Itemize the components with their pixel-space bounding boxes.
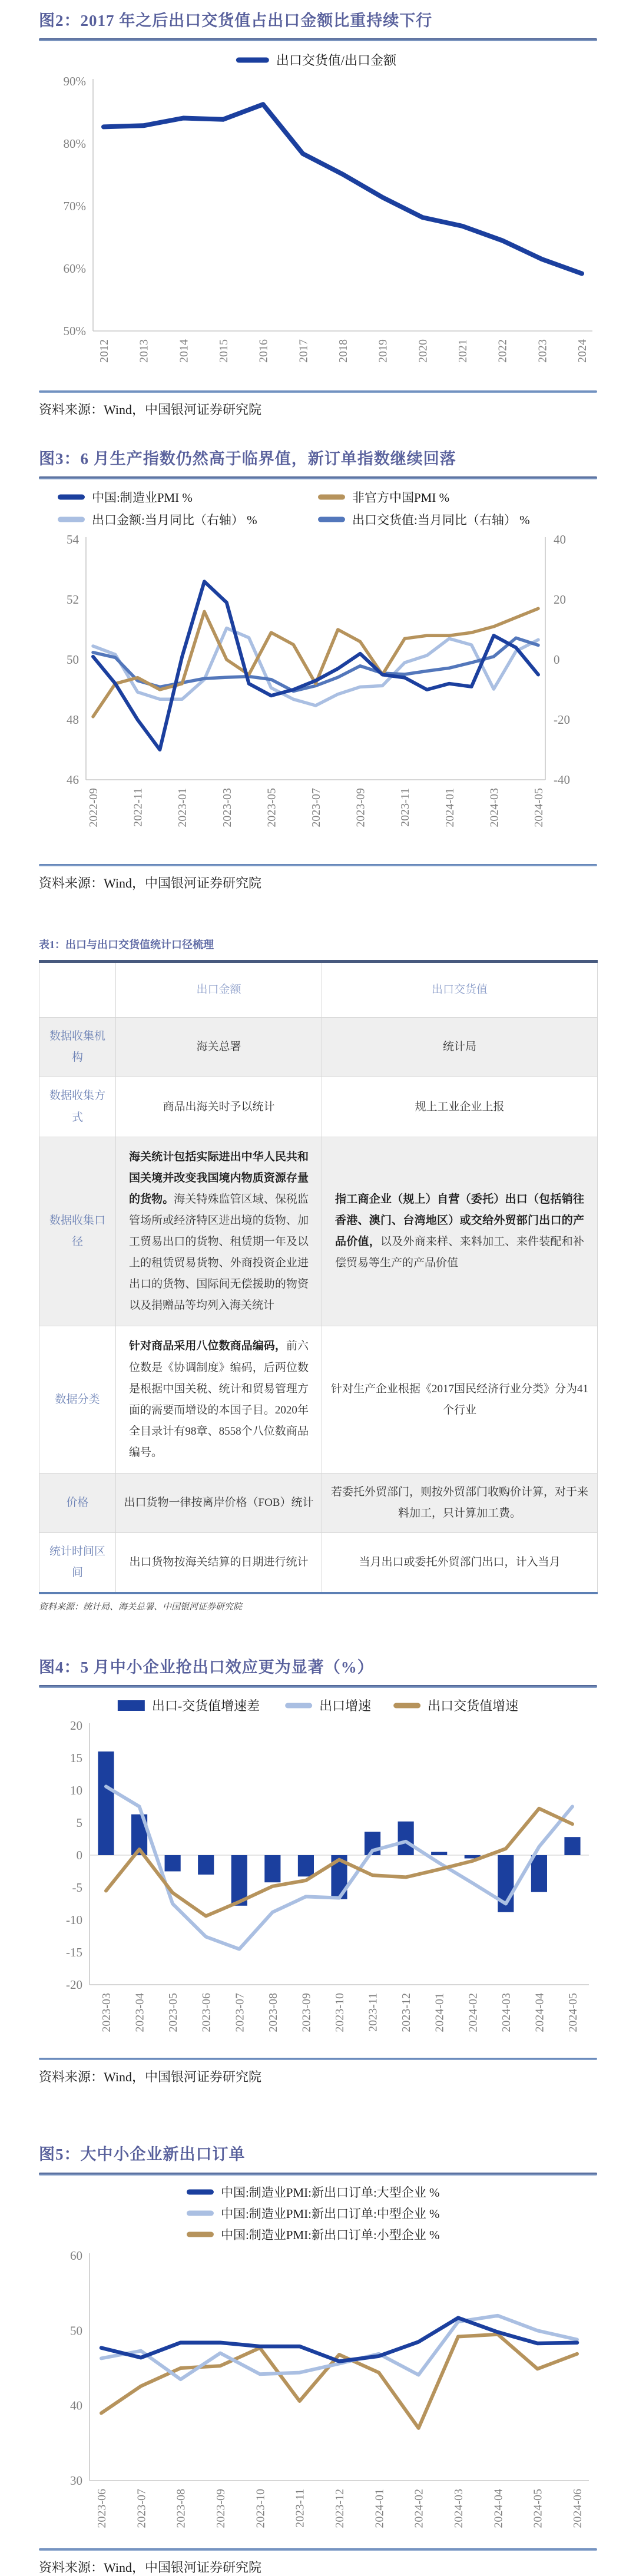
svg-text:2024-05: 2024-05 bbox=[532, 788, 545, 827]
svg-text:60%: 60% bbox=[63, 261, 86, 276]
svg-text:0: 0 bbox=[554, 653, 560, 667]
table-row bbox=[39, 1018, 598, 1077]
cell: 商品出海关时予以统计 bbox=[116, 1077, 322, 1137]
svg-text:2024-05: 2024-05 bbox=[531, 2488, 545, 2528]
svg-text:2024-04: 2024-04 bbox=[492, 2488, 505, 2528]
svg-text:2023-05: 2023-05 bbox=[265, 788, 279, 827]
svg-text:2023-11: 2023-11 bbox=[293, 2488, 307, 2528]
row-label: 数据分类 bbox=[39, 1326, 116, 1474]
fig2-chart bbox=[24, 45, 612, 389]
svg-text:中国:制造业PMI:新出口订单:中型企业 %: 中国:制造业PMI:新出口订单:中型企业 % bbox=[220, 2206, 440, 2221]
svg-text:2023: 2023 bbox=[536, 339, 549, 363]
svg-text:2023-05: 2023-05 bbox=[167, 1993, 180, 2033]
svg-text:-5: -5 bbox=[72, 1880, 82, 1895]
svg-text:中国:制造业PMI:新出口订单:大型企业 %: 中国:制造业PMI:新出口订单:大型企业 % bbox=[220, 2185, 440, 2200]
divider-rule bbox=[39, 476, 597, 479]
divider-rule bbox=[39, 2058, 597, 2060]
svg-text:2024-01: 2024-01 bbox=[373, 2488, 386, 2528]
svg-text:2023-10: 2023-10 bbox=[333, 1993, 346, 2033]
table-row bbox=[39, 1077, 598, 1137]
fig2-title: 图2：2017 年之后出口交货值占出口金额比重持续下行 bbox=[39, 12, 433, 29]
svg-text:2024-03: 2024-03 bbox=[488, 788, 501, 827]
fig3-chart bbox=[24, 483, 612, 863]
svg-text:50: 50 bbox=[70, 2323, 82, 2337]
svg-text:2024-01: 2024-01 bbox=[433, 1993, 446, 2033]
svg-text:2024-04: 2024-04 bbox=[533, 1993, 546, 2033]
header-cell-export-amount: 出口金额 bbox=[116, 962, 322, 1018]
cell: 规上工业企业上报 bbox=[322, 1077, 598, 1137]
cell: 出口货物一律按离岸价格（FOB）统计 bbox=[116, 1473, 322, 1532]
svg-text:2024-01: 2024-01 bbox=[443, 788, 456, 827]
svg-text:2023-09: 2023-09 bbox=[354, 788, 367, 827]
table-row bbox=[39, 1473, 598, 1532]
fig4-title: 图4：5 月中小企业抢出口效应更为显著（%） bbox=[39, 1658, 374, 1677]
fig3-source: 资料来源：Wind，中国银河证券研究院 bbox=[39, 876, 261, 891]
svg-text:2022-11: 2022-11 bbox=[131, 788, 145, 827]
svg-text:46: 46 bbox=[67, 773, 79, 787]
svg-text:30: 30 bbox=[70, 2473, 82, 2488]
cell: 海关总署 bbox=[116, 1018, 322, 1077]
divider-rule bbox=[39, 38, 597, 41]
svg-text:2015: 2015 bbox=[217, 339, 230, 363]
svg-text:-20: -20 bbox=[66, 1978, 82, 1992]
svg-text:2023-07: 2023-07 bbox=[233, 1993, 247, 2033]
svg-text:出口交货值/出口金额: 出口交货值/出口金额 bbox=[276, 53, 396, 68]
svg-text:2024-05: 2024-05 bbox=[567, 1993, 579, 2033]
table-row bbox=[39, 1137, 598, 1326]
fig5-chart bbox=[24, 2179, 612, 2547]
svg-text:2023-07: 2023-07 bbox=[135, 2488, 148, 2528]
cell: 针对生产企业根据《2017国民经济行业分类》分为41个行业 bbox=[322, 1326, 598, 1474]
row-label: 统计时间区间 bbox=[39, 1533, 116, 1594]
fig2-source: 资料来源：Wind，中国银河证券研究院 bbox=[39, 402, 261, 418]
svg-text:2012: 2012 bbox=[98, 339, 111, 363]
svg-text:10: 10 bbox=[70, 1783, 82, 1798]
svg-text:2021: 2021 bbox=[456, 339, 469, 363]
cell: 统计局 bbox=[322, 1018, 598, 1077]
svg-text:2023-12: 2023-12 bbox=[400, 1993, 413, 2033]
svg-text:50%: 50% bbox=[63, 324, 86, 339]
svg-text:2024-02: 2024-02 bbox=[466, 1993, 480, 2033]
svg-text:80%: 80% bbox=[63, 137, 86, 151]
svg-text:2023-08: 2023-08 bbox=[174, 2488, 188, 2528]
svg-text:2013: 2013 bbox=[137, 339, 151, 363]
row-label: 数据收集口径 bbox=[39, 1137, 116, 1326]
figure-2 bbox=[0, 11, 636, 418]
svg-text:出口增速: 出口增速 bbox=[319, 1698, 372, 1714]
table1-title: 表1：出口与出口交货值统计口径梳理 bbox=[39, 939, 214, 951]
svg-text:40: 40 bbox=[70, 2398, 82, 2413]
svg-text:2024-03: 2024-03 bbox=[452, 2488, 465, 2528]
header-cell-empty bbox=[39, 962, 116, 1018]
row-label: 数据收集方式 bbox=[39, 1077, 116, 1137]
svg-text:15: 15 bbox=[70, 1751, 82, 1766]
svg-text:出口交货值增速: 出口交货值增速 bbox=[428, 1698, 519, 1714]
table-row bbox=[39, 1533, 598, 1594]
svg-text:出口-交货值增速差: 出口-交货值增速差 bbox=[151, 1698, 260, 1714]
svg-text:5: 5 bbox=[76, 1816, 82, 1830]
fig5-title: 图5：大中小企业新出口订单 bbox=[39, 2145, 246, 2164]
divider-rule bbox=[39, 1685, 597, 1688]
cell: 当月出口或委托外贸部门出口，计入当月 bbox=[322, 1533, 598, 1594]
table-header-row bbox=[39, 962, 598, 1018]
divider-rule bbox=[39, 2548, 597, 2551]
fig5-source: 资料来源：Wind，中国银河证券研究院 bbox=[39, 2560, 261, 2575]
svg-text:中国:制造业PMI:新出口订单:小型企业 %: 中国:制造业PMI:新出口订单:小型企业 % bbox=[220, 2227, 440, 2242]
table-row bbox=[39, 1326, 598, 1474]
table1 bbox=[39, 960, 598, 1594]
svg-text:-15: -15 bbox=[66, 1945, 82, 1960]
svg-text:40: 40 bbox=[554, 532, 566, 547]
svg-text:70%: 70% bbox=[63, 199, 86, 214]
header-cell-export-delivery: 出口交货值 bbox=[322, 962, 598, 1018]
svg-text:出口交货值:当月同比（右轴） %: 出口交货值:当月同比（右轴） % bbox=[352, 513, 530, 528]
svg-text:2014: 2014 bbox=[177, 339, 191, 363]
svg-text:2023-11: 2023-11 bbox=[366, 1993, 380, 2032]
divider-rule bbox=[39, 864, 597, 866]
fig3-title: 图3：6 月生产指数仍然高于临界值，新订单指数继续回落 bbox=[39, 450, 456, 468]
table-1-section bbox=[0, 936, 636, 1613]
svg-text:2023-10: 2023-10 bbox=[254, 2488, 267, 2528]
svg-text:20: 20 bbox=[70, 1719, 82, 1733]
svg-text:2019: 2019 bbox=[376, 339, 390, 363]
svg-text:2017: 2017 bbox=[297, 339, 310, 363]
svg-text:2023-12: 2023-12 bbox=[333, 2488, 346, 2528]
svg-text:2024: 2024 bbox=[576, 339, 589, 363]
svg-text:2023-01: 2023-01 bbox=[176, 788, 190, 827]
svg-text:-40: -40 bbox=[554, 773, 570, 787]
svg-text:2020: 2020 bbox=[416, 339, 430, 363]
svg-text:2024-02: 2024-02 bbox=[412, 2488, 426, 2528]
svg-text:60: 60 bbox=[70, 2248, 82, 2263]
svg-text:2023-09: 2023-09 bbox=[300, 1993, 313, 2033]
svg-text:2023-06: 2023-06 bbox=[95, 2488, 108, 2528]
svg-text:48: 48 bbox=[67, 713, 79, 727]
svg-text:-20: -20 bbox=[554, 713, 570, 727]
figure-5 bbox=[0, 2144, 636, 2575]
svg-text:2024-06: 2024-06 bbox=[571, 2488, 584, 2528]
svg-text:2023-11: 2023-11 bbox=[399, 788, 412, 827]
divider-rule bbox=[39, 2173, 597, 2176]
svg-text:2018: 2018 bbox=[337, 339, 350, 363]
divider-rule bbox=[39, 390, 597, 393]
svg-text:中国:制造业PMI %: 中国:制造业PMI % bbox=[92, 491, 193, 505]
svg-text:54: 54 bbox=[67, 532, 79, 547]
svg-text:90%: 90% bbox=[63, 74, 86, 89]
svg-text:52: 52 bbox=[67, 592, 79, 607]
cell: 针对商品采用八位数商品编码，前六位数是《协调制度》编码，后两位数是根据中国关税、统计和贸易管理方面的需要而增设的本国子目。2020年全目录计有98章、8558个八位数商品编号。 bbox=[116, 1326, 322, 1474]
svg-text:50: 50 bbox=[67, 653, 79, 667]
svg-text:2022-09: 2022-09 bbox=[87, 788, 100, 827]
svg-text:2022: 2022 bbox=[496, 339, 509, 363]
svg-text:非官方中国PMI %: 非官方中国PMI % bbox=[352, 491, 450, 505]
svg-text:2023-07: 2023-07 bbox=[310, 788, 323, 827]
cell: 出口货物按海关结算的日期进行统计 bbox=[116, 1533, 322, 1594]
figure-3 bbox=[0, 449, 636, 892]
table1-source: 资料来源：统计局、海关总署、中国银河证券研究院 bbox=[39, 1602, 243, 1613]
svg-text:2024-03: 2024-03 bbox=[499, 1993, 513, 2033]
svg-text:2016: 2016 bbox=[257, 339, 270, 363]
svg-text:出口金额:当月同比（右轴） %: 出口金额:当月同比（右轴） % bbox=[92, 513, 257, 528]
fig4-chart bbox=[24, 1691, 612, 2057]
svg-text:2023-03: 2023-03 bbox=[220, 788, 234, 827]
fig4-source: 资料来源：Wind，中国银河证券研究院 bbox=[39, 2070, 261, 2085]
figure-4 bbox=[0, 1657, 636, 2085]
svg-text:20: 20 bbox=[554, 592, 566, 607]
cell: 指工商企业（规上）自营（委托）出口（包括销往香港、澳门、台湾地区）或交给外贸部门出口的产品价值，以及外商来样、来料加工、来件装配和补偿贸易等生产的产品价值 bbox=[322, 1137, 598, 1326]
svg-text:2023-04: 2023-04 bbox=[133, 1993, 147, 2033]
cell: 海关统计包括实际进出中华人民共和国关境并改变我国境内物质资源存量的货物。海关特殊监管区域、保税监管场所或经济特区进出境的货物、加工贸易出口的货物、租赁期一年及以上的租赁贸易货物、外商投资企业进出口的货物、国际间无偿援助的物资以及捐赠品等均列入海关统计 bbox=[116, 1137, 322, 1326]
row-label: 数据收集机构 bbox=[39, 1018, 116, 1077]
cell: 若委托外贸部门，则按外贸部门收购价计算，对于来料加工，只计算加工费。 bbox=[322, 1473, 598, 1532]
svg-text:2023-09: 2023-09 bbox=[214, 2488, 227, 2528]
svg-text:0: 0 bbox=[76, 1848, 82, 1863]
svg-text:2023-03: 2023-03 bbox=[100, 1993, 113, 2033]
svg-text:2023-08: 2023-08 bbox=[266, 1993, 280, 2033]
row-label: 价格 bbox=[39, 1473, 116, 1532]
svg-text:-10: -10 bbox=[66, 1913, 82, 1928]
svg-text:2023-06: 2023-06 bbox=[200, 1993, 213, 2033]
